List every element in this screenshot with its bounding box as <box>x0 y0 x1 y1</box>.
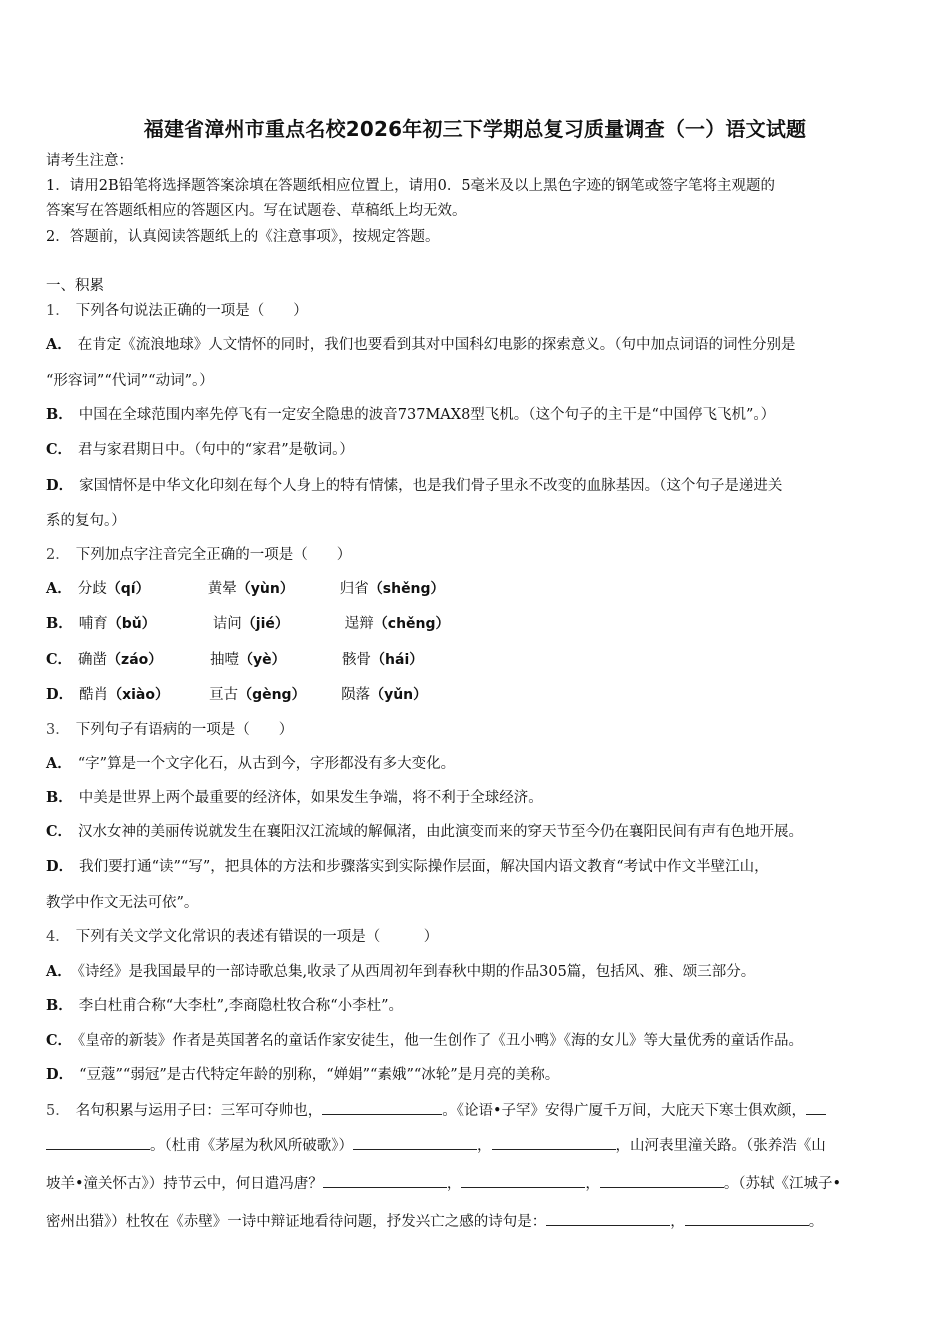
answer-blank[interactable] <box>323 1173 447 1188</box>
option-label: D． <box>46 1066 74 1083</box>
answer-blank[interactable] <box>546 1211 670 1226</box>
option-text: 李白杜甫合称“大李杜”,李商隐杜牧合称“小李杜”。 <box>78 998 404 1014</box>
option-text: 家国情怀是中华文化印刻在每个人身上的特有情愫，也是我们骨子里永不改变的血脉基因。（这个句子是递进关 <box>79 478 783 494</box>
q2-stem-text: 下列加点字注音完全正确的一项是（ ） <box>75 547 352 563</box>
word: 骸骨 <box>342 652 372 668</box>
word: 亘古 <box>209 687 239 703</box>
option-label: C． <box>46 441 73 458</box>
q5-line-3 <box>46 1173 908 1194</box>
q1-option-c <box>46 440 908 460</box>
q2-option-d <box>46 685 908 705</box>
answer-blank[interactable] <box>492 1135 616 1150</box>
q1-option-a <box>46 335 908 355</box>
q5-line-2 <box>46 1135 908 1156</box>
q5-line-1 <box>46 1100 908 1121</box>
q3-number: 3． <box>46 722 70 738</box>
answer-blank[interactable] <box>353 1135 477 1150</box>
word: 哺育 <box>78 616 108 632</box>
option-text: “字”算是一个文字化石，从古到今，字形都没有多大变化。 <box>77 756 456 772</box>
q3-stem-text: 下列句子有语病的一项是（ ） <box>75 722 294 738</box>
pinyin: （yè） <box>239 652 286 668</box>
q1-number: 1． <box>46 303 70 319</box>
pinyin: （hái） <box>371 652 424 668</box>
q5-text: 。《论语•子罕》安得广厦千万间，大庇天下寒士俱欢颜， <box>442 1103 807 1119</box>
answer-blank[interactable] <box>461 1173 585 1188</box>
pinyin: （jié） <box>241 616 289 632</box>
q4-option-a <box>46 962 908 982</box>
q3-option-b <box>46 788 908 808</box>
q1-option-d-cont: 系的复句。） <box>46 513 126 529</box>
q5-text: 坡羊•潼关怀古》）持节云中，何日遣冯唐？ <box>46 1176 323 1192</box>
word: 酷肖 <box>79 687 109 703</box>
q1-stem <box>46 301 908 321</box>
q4-option-b <box>46 996 908 1016</box>
q5-number: 5． <box>46 1103 70 1119</box>
notice-line-1-cont: 答案写在答题纸相应的答题区内。写在试题卷、草稿纸上均无效。 <box>46 203 467 219</box>
q2-option-b <box>46 614 908 634</box>
q2-option-a <box>46 579 908 599</box>
section-heading: 一、积累 <box>46 278 104 294</box>
q3-option-a <box>46 754 908 774</box>
q1-stem-text: 下列各句说法正确的一项是（ ） <box>75 303 308 319</box>
word: 诘问 <box>212 616 242 632</box>
option-label: A． <box>46 336 72 353</box>
option-label: C． <box>46 823 73 840</box>
option-label: B． <box>46 789 73 806</box>
word: 逞辩 <box>344 616 374 632</box>
q3-option-d <box>46 857 908 877</box>
option-text: 中美是世界上两个最重要的经济体，如果发生争端，将不利于全球经济。 <box>78 790 543 806</box>
option-text: 汉水女神的美丽传说就发生在襄阳汉江流域的解佩渚，由此演变而来的穿天节至今仍在襄阳民间有声有色地开展。 <box>78 824 804 840</box>
option-text: 君与家君期日中。（句中的“家君”是敬词。） <box>78 442 354 458</box>
option-label: B． <box>46 997 73 1014</box>
word: 分歧 <box>77 581 107 597</box>
option-label: A． <box>46 580 72 597</box>
q5-text: ， <box>477 1138 492 1154</box>
q2-number: 2． <box>46 547 70 563</box>
pinyin: （qí） <box>106 581 150 597</box>
option-label: A． <box>46 755 72 772</box>
option-label: C． <box>46 1032 73 1049</box>
word: 陨落 <box>341 687 371 703</box>
q1-option-b <box>46 405 908 425</box>
q4-stem-text: 下列有关文学文化常识的表述有错误的一项是（ ） <box>75 929 439 945</box>
option-label: D． <box>46 477 74 494</box>
option-text: 《皇帝的新装》作者是英国著名的童话作家安徒生，他一生创作了《丑小鸭》《海的女儿》等大量优秀的童话作品。 <box>78 1033 804 1049</box>
pinyin: （záo） <box>107 652 163 668</box>
pinyin: （yǔn） <box>370 687 428 703</box>
option-text: 中国在全球范围内率先停飞有一定安全隐患的波音737MAX8型飞机。（这个句子的主干是“中国停飞飞机”。） <box>78 407 776 423</box>
q2-option-c <box>46 650 908 670</box>
option-label: D． <box>46 858 74 875</box>
option-text: 《诗经》是我国最早的一部诗歌总集,收录了从西周初年到春秋中期的作品305篇，包括风、雅、颂三部分。 <box>77 964 756 980</box>
answer-blank[interactable] <box>806 1100 826 1115</box>
q3-stem <box>46 720 908 740</box>
q1-option-a-cont: “形容词”“代词”“动词”。） <box>46 373 214 389</box>
option-text: 在肯定《流浪地球》人文情怀的同时，我们也要看到其对中国科幻电影的探索意义。（句中加点词语的词性分别是 <box>77 337 796 353</box>
q5-text: ， <box>446 1176 462 1192</box>
pinyin: （shěng） <box>368 581 445 597</box>
option-label: A． <box>46 963 72 980</box>
q5-line-4 <box>46 1211 908 1232</box>
option-text: 我们要打通“读”“写”，把具体的方法和步骤落实到实际操作层面，解决国内语文教育“考试中作文半壁江山， <box>79 859 769 875</box>
answer-blank[interactable] <box>685 1211 809 1226</box>
page-title: 福建省漳州市重点名校2026年初三下学期总复习质量调查（一）语文试题 <box>143 117 807 141</box>
q4-option-d <box>46 1065 908 1085</box>
option-text: “豆蔻”“弱冠”是古代特定年龄的别称，“婵娟”“素娥”“冰轮”是月亮的美称。 <box>79 1067 560 1083</box>
q5-text: 。 <box>808 1214 824 1230</box>
pinyin: （gèng） <box>238 687 306 703</box>
pinyin: （bǔ） <box>107 616 156 632</box>
notice-line-1: 1．请用2B铅笔将选择题答案涂填在答题纸相应位置上，请用0．5毫米及以上黑色字迹的钢笔或签字笔将主观题的 <box>46 178 776 194</box>
pinyin: （xiào） <box>108 687 169 703</box>
pinyin: （yùn） <box>236 581 294 597</box>
word: 抽噎 <box>210 652 240 668</box>
q2-stem <box>46 545 908 565</box>
q5-text: ， <box>670 1214 685 1230</box>
answer-blank[interactable] <box>600 1173 724 1188</box>
word: 黄晕 <box>207 581 237 597</box>
q5-text: 名句积累与运用子曰：三军可夺帅也， <box>75 1103 323 1119</box>
pinyin: （chěng） <box>373 616 450 632</box>
q4-stem <box>46 927 908 947</box>
option-label: B． <box>46 406 73 423</box>
q4-option-c <box>46 1031 908 1051</box>
q4-number: 4． <box>46 929 70 945</box>
option-label: D． <box>46 686 74 703</box>
option-label: B． <box>46 615 73 632</box>
q3-option-c <box>46 822 908 842</box>
word: 归省 <box>339 581 369 597</box>
q5-text: ，山河表里潼关路。（张养浩《山 <box>615 1138 826 1154</box>
q1-option-d <box>46 476 908 496</box>
answer-blank[interactable] <box>46 1135 150 1150</box>
answer-blank[interactable] <box>322 1100 442 1115</box>
word: 确凿 <box>78 652 108 668</box>
q5-text: 。（苏轼《江城子• <box>723 1176 842 1192</box>
option-label: C． <box>46 651 73 668</box>
q5-text: 。（杜甫《茅屋为秋风所破歌》） <box>150 1138 353 1154</box>
q3-option-d-cont: 教学中作文无法可依”。 <box>46 895 199 911</box>
notice-line-2: 2．答题前，认真阅读答题纸上的《注意事项》，按规定答题。 <box>46 229 440 245</box>
q5-text: 密州出猎》）杜牧在《赤壁》一诗中辩证地看待问题，抒发兴亡之感的诗句是： <box>46 1214 547 1230</box>
notice-heading: 请考生注意： <box>46 153 133 169</box>
q5-text: ， <box>585 1176 600 1192</box>
